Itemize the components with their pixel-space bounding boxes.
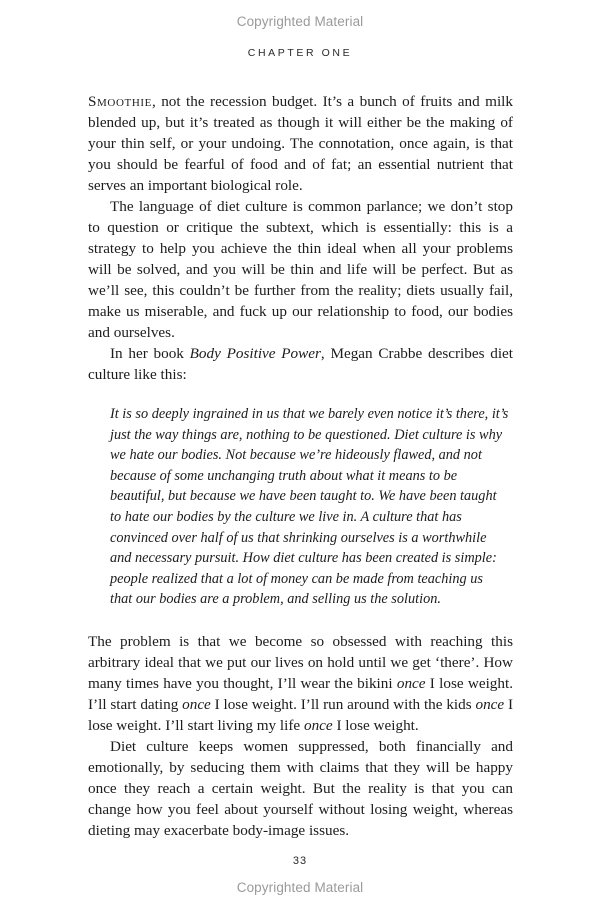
- running-head-chapter: CHAPTER ONE: [247, 47, 353, 59]
- block-quote: [110, 404, 509, 610]
- paragraph-3-tail: , Megan Crabbe describes diet culture like this:: [88, 345, 514, 383]
- emphasis-once: once: [475, 695, 505, 713]
- paragraph-2: The language of diet culture is common parlance; we don’t stop to question or critique the subtext, which is essentially: this is a strategy to help you achieve the thin ideal when all your problems will be solved, and you will be thin and life will be perfect. But as we’ll see, this couldn’t be further from the reality; diets usually fail, make us miserable, and fuck up our relationship to food, our bodies and ourselves.: [88, 198, 513, 341]
- quote-line: and necessary pursuit. How diet culture has been created is simple:: [110, 550, 497, 567]
- copyright-watermark-bottom: Copyrighted Material: [236, 880, 364, 895]
- quote-line: we hate our bodies. Not because we’re hideously flawed, and not: [110, 447, 482, 464]
- paragraph-1-text: , not the recession budget. It’s a bunch of fruits and milk blended up, but it’s treated as though it will either be the making of your thin self, or your undoing. The connotation, once again, is that you should be fearful of food and of fat; an essential nutrient that serves an important biological role.: [88, 93, 513, 194]
- paragraph-4-text: I lose weight.: [332, 716, 419, 734]
- paragraph-1: [88, 91, 513, 196]
- paragraph-4: [88, 631, 513, 736]
- paragraph-4-text: I lose weight. I’ll start dating: [88, 674, 513, 713]
- quote-line: people realized that a lot of money can be made from teaching us: [110, 570, 483, 587]
- copyright-watermark-top: Copyrighted Material: [236, 14, 364, 29]
- paragraph-5: Diet culture keeps women suppressed, both financially and emotionally, by seducing them with claims that they will be happy once they reach a certain weight. But the reality is that you can change how you feel about yourself without losing weight, whereas dieting may exacerbate body-image issues.: [88, 737, 513, 839]
- page-body: [88, 91, 513, 841]
- quote-line: that our bodies are a problem, and selling us the solution.: [110, 591, 441, 608]
- paragraph-4-text: I lose weight. I’ll run around with the kids: [210, 695, 476, 713]
- paragraph-4-text: The problem is that we become so obsessed with reaching this arbitrary ideal that we put our lives on hold until we get ‘there’. How many times have you thought, I’ll wear the bikini: [88, 632, 513, 692]
- emphasis-once: once: [182, 695, 211, 713]
- quote-line: to hate our bodies by the culture we live in. A culture that has: [110, 508, 462, 525]
- emphasis-once: once: [396, 674, 426, 692]
- smallcaps-term: Smoothie: [88, 93, 152, 110]
- book-title: Body Positive Power: [189, 345, 321, 362]
- quote-line: convinced over half of us that shrinking ourselves is a worthwhile: [110, 529, 487, 546]
- quote-line: because of some unchanging truth about what it means to be: [110, 467, 458, 484]
- paragraph-3: [88, 343, 513, 385]
- paragraph-3-lead: In her book: [110, 345, 190, 362]
- page-number: 33: [292, 855, 308, 867]
- quote-line: just the way things are, nothing to be questioned. Diet culture is why: [110, 426, 503, 443]
- emphasis-once: once: [303, 716, 333, 734]
- paragraph-4-text: I lose weight. I’ll start living my life: [88, 695, 514, 734]
- quote-line: It is so deeply ingrained in us that we barely even notice it’s there, it’s: [110, 406, 509, 422]
- quote-line: beautiful, but because we have been taught to. We have been taught: [110, 488, 497, 505]
